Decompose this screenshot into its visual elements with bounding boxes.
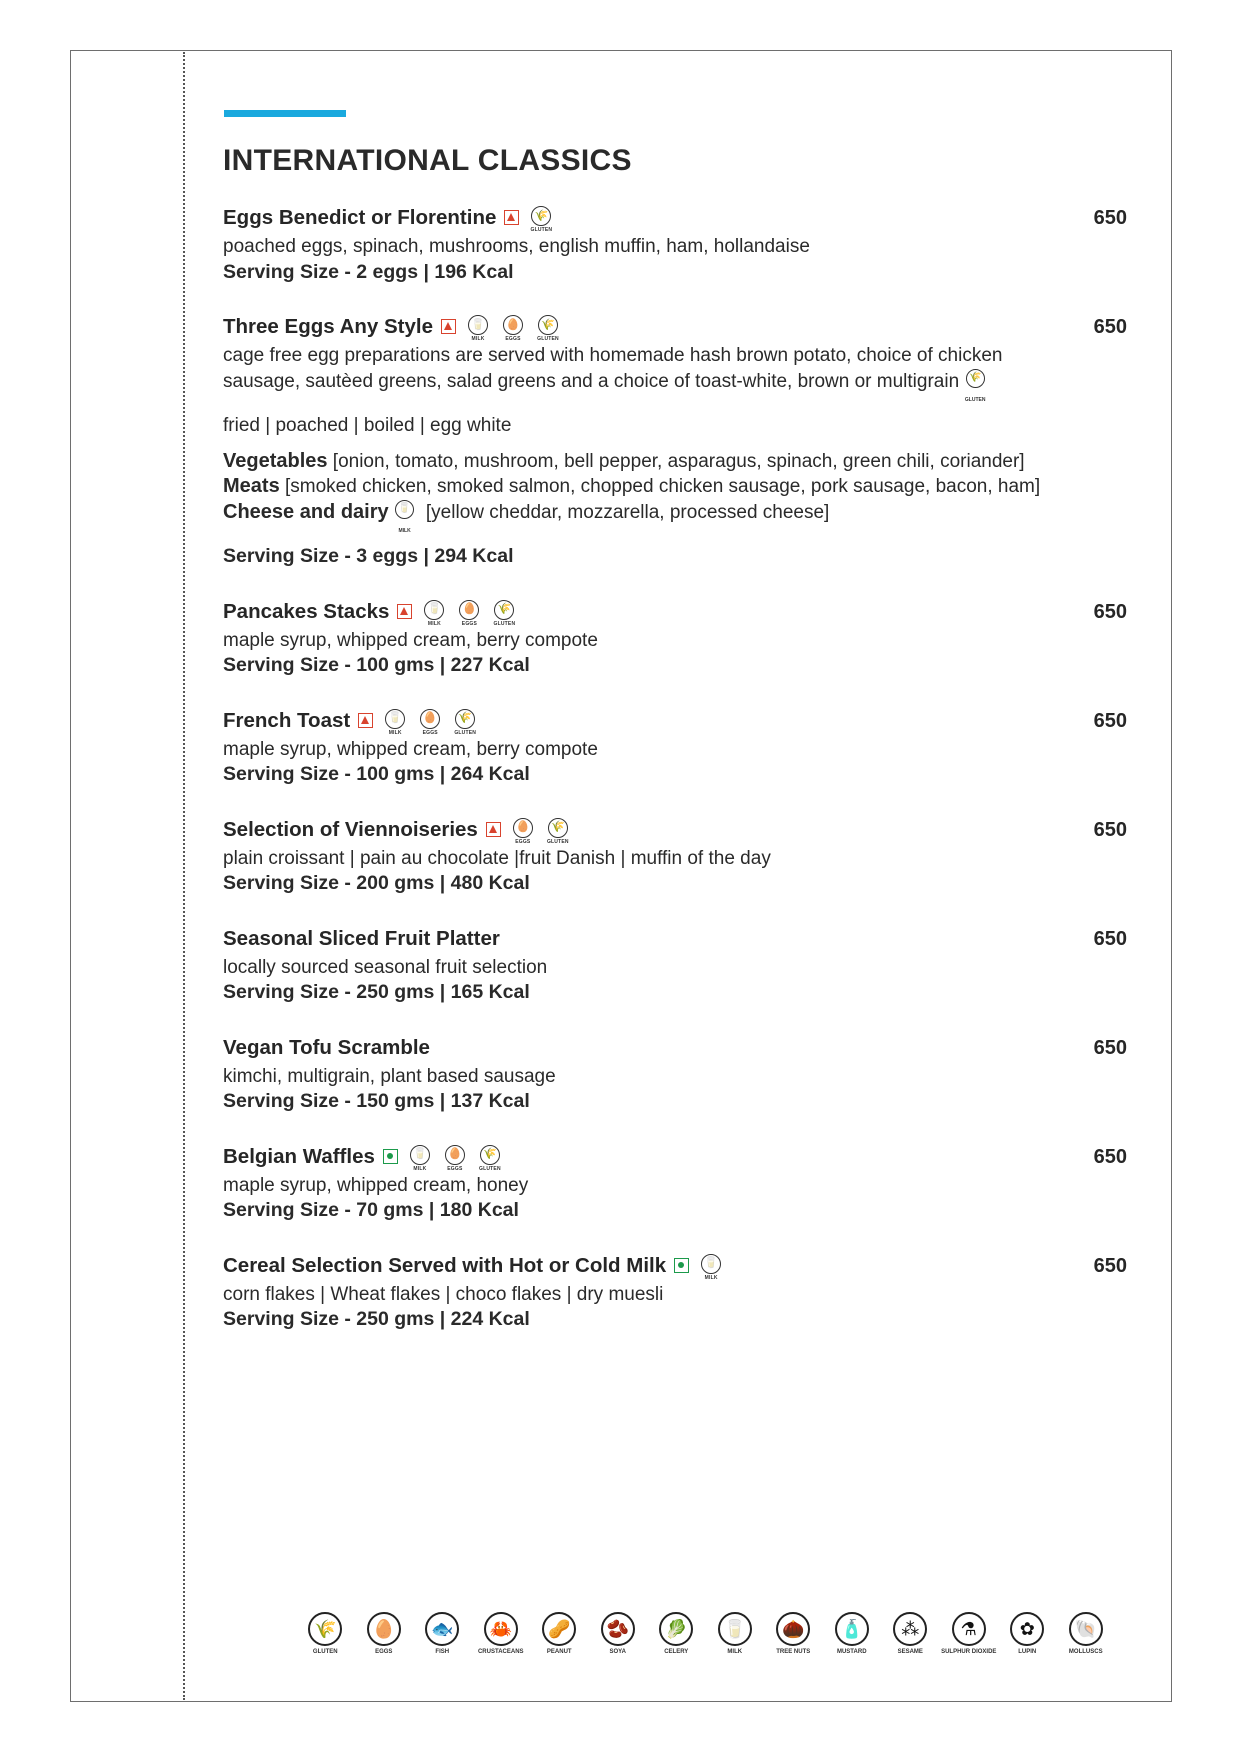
menu-item	[223, 926, 1127, 1006]
allergen-label: MILK	[413, 1165, 427, 1172]
serving-size: Serving Size - 150 gms | 137 Kcal	[223, 1090, 530, 1112]
item-header	[223, 708, 1127, 737]
eggs-allergen	[355, 1612, 414, 1655]
menu-item	[223, 315, 1127, 439]
menu-item	[223, 449, 1123, 570]
serving-size: Serving Size - 70 gms | 180 Kcal	[223, 1199, 519, 1221]
section-title: INTERNATIONAL CLASSICS	[223, 144, 632, 177]
gluten-allergen	[477, 1145, 503, 1172]
allergen-label: MILK	[471, 336, 485, 342]
lupin-icon: ✿	[1010, 1612, 1044, 1646]
allergen-label: MILK	[388, 729, 402, 736]
soya-icon: 🫘	[601, 1612, 635, 1646]
milk-allergen	[698, 1254, 724, 1281]
item-name: Pancakes Stacks	[223, 599, 390, 623]
allergen-label: EGGS	[375, 1649, 393, 1655]
allergen-label: GLUTEN	[964, 396, 986, 403]
allergen-label: GLUTEN	[493, 620, 516, 627]
gluten-icon: 🌾	[538, 315, 558, 335]
allergen-label: MOLLUSCS	[1068, 1649, 1103, 1655]
item-description: poached eggs, spinach, mushrooms, english muffin, ham, hollandaise	[223, 236, 810, 257]
serving-size: Serving Size - 250 gms | 224 Kcal	[223, 1308, 530, 1330]
non-veg-marker-icon	[504, 210, 519, 225]
item-description: locally sourced seasonal fruit selection	[223, 956, 548, 978]
allergen-label: SULPHUR DIOXIDE	[941, 1649, 997, 1655]
item-name: Eggs Benedict or Florentine	[223, 206, 497, 229]
non-veg-marker-icon	[441, 319, 456, 334]
gluten-icon: 🌾	[480, 1145, 500, 1165]
soya-allergen	[589, 1612, 648, 1655]
menu-items	[223, 206, 1127, 1363]
item-price: 650	[1093, 1036, 1127, 1059]
item-option-line	[223, 474, 1123, 500]
fish-icon: 🐟	[425, 1612, 459, 1646]
veg-marker-icon	[674, 1258, 689, 1273]
eggs-allergen	[510, 818, 536, 845]
item-price: 650	[1093, 1254, 1127, 1277]
item-price: 650	[1093, 207, 1127, 229]
gluten-allergen	[491, 600, 517, 627]
milk-allergen	[382, 709, 408, 736]
milk-allergen	[421, 600, 447, 627]
allergen-label: GLUTEN	[479, 1165, 501, 1172]
menu-item	[223, 1144, 1127, 1224]
item-name: Belgian Waffles	[223, 1144, 375, 1168]
milk-icon: 🥛	[395, 500, 414, 519]
gluten-allergen	[296, 1612, 355, 1655]
non-veg-marker-icon	[358, 713, 373, 728]
sulphur-dioxide-allergen	[940, 1612, 999, 1655]
gluten-icon: 🌾	[455, 709, 475, 729]
sesame-icon: ⁂	[893, 1612, 927, 1646]
eggs-icon: 🥚	[513, 818, 533, 838]
allergen-label: MILK	[704, 1274, 718, 1281]
menu-item	[223, 1035, 1127, 1115]
item-header	[223, 926, 1127, 955]
item-header	[223, 1253, 1127, 1282]
item-header	[223, 817, 1127, 846]
gluten-allergen	[452, 709, 478, 736]
item-name: French Toast	[223, 708, 351, 732]
milk-icon: 🥛	[385, 709, 405, 729]
item-description: fried | poached | boiled | egg white	[223, 415, 512, 436]
item-description: maple syrup, whipped cream, berry compote	[223, 629, 598, 651]
allergen-label: EGGS	[422, 729, 438, 736]
milk-allergen	[465, 315, 491, 342]
serving-size: Serving Size - 2 eggs | 196 Kcal	[223, 260, 514, 283]
dotted-margin-line	[183, 52, 185, 1700]
serving-size: Serving Size - 250 gms | 165 Kcal	[223, 981, 530, 1003]
celery-allergen	[647, 1612, 706, 1655]
eggs-icon: 🥚	[367, 1612, 401, 1646]
gluten-icon: 🌾	[308, 1612, 342, 1646]
serving-size: Serving Size - 100 gms | 227 Kcal	[223, 654, 530, 676]
allergen-label: FISH	[435, 1649, 450, 1655]
allergen-label: MILK	[427, 620, 441, 627]
item-header	[223, 206, 1127, 234]
veg-marker-icon	[383, 1149, 398, 1164]
eggs-icon: 🥚	[503, 315, 523, 335]
tree-nuts-icon: 🌰	[776, 1612, 810, 1646]
milk-allergen	[706, 1612, 765, 1655]
milk-icon: 🥛	[424, 600, 444, 620]
option-text: [onion, tomato, mushroom, bell pepper, asparagus, spinach, green chili, coriander]	[327, 450, 1025, 472]
item-price: 650	[1093, 709, 1127, 732]
item-description: maple syrup, whipped cream, berry compote	[223, 738, 598, 760]
item-name: Cereal Selection Served with Hot or Cold Milk	[223, 1253, 667, 1277]
item-price: 650	[1093, 818, 1127, 841]
peanut-allergen	[530, 1612, 589, 1655]
allergen-label: TREE NUTS	[776, 1649, 811, 1655]
milk-allergen	[407, 1145, 433, 1172]
option-label: Cheese and dairy	[223, 500, 389, 523]
allergen-label: SOYA	[609, 1649, 626, 1655]
menu-item	[223, 1253, 1127, 1333]
non-veg-marker-icon	[486, 822, 501, 837]
milk-icon: 🥛	[718, 1612, 752, 1646]
serving-size: Serving Size - 200 gms | 480 Kcal	[223, 872, 530, 894]
allergen-label: GLUTEN	[454, 729, 477, 736]
item-description: plain croissant | pain au chocolate |fruit Danish | muffin of the day	[223, 847, 771, 869]
eggs-icon: 🥚	[445, 1145, 465, 1165]
eggs-icon: 🥚	[420, 709, 440, 729]
milk-allergen	[393, 500, 417, 545]
option-label: Vegetables	[223, 449, 328, 472]
milk-icon: 🥛	[410, 1145, 430, 1165]
item-name: Three Eggs Any Style	[223, 315, 433, 338]
allergen-label: MILK	[398, 527, 411, 534]
item-option-line	[223, 500, 1123, 545]
item-option-line	[223, 449, 1123, 475]
allergen-label: MUSTARD	[836, 1649, 867, 1655]
eggs-allergen	[442, 1145, 468, 1172]
lupin-allergen	[998, 1612, 1057, 1655]
gluten-allergen	[528, 206, 554, 233]
sulphur-dioxide-icon: ⚗	[952, 1612, 986, 1646]
allergen-label: GLUTEN	[312, 1649, 338, 1655]
gluten-icon: 🌾	[966, 369, 985, 388]
milk-icon: 🥛	[701, 1254, 721, 1274]
item-name: Vegan Tofu Scramble	[223, 1035, 430, 1059]
item-price: 650	[1093, 927, 1127, 950]
tree-nuts-allergen	[764, 1612, 823, 1655]
gluten-icon: 🌾	[494, 600, 514, 620]
allergen-label: EGGS	[461, 620, 478, 627]
mustard-allergen	[823, 1612, 882, 1655]
eggs-icon: 🥚	[459, 600, 479, 620]
serving-size: Serving Size - 100 gms | 264 Kcal	[223, 763, 530, 785]
item-description: sausage, sautèed greens, salad greens and a choice of toast-white, brown or multigrain 🌾 GLUTEN	[223, 369, 1123, 414]
gluten-icon: 🌾	[548, 818, 568, 838]
allergen-label: EGGS	[447, 1165, 463, 1172]
non-veg-marker-icon	[397, 604, 412, 619]
item-description: kimchi, multigrain, plant based sausage	[223, 1065, 556, 1087]
allergen-label: EGGS	[515, 838, 531, 845]
crustaceans-allergen	[472, 1612, 531, 1655]
menu-item	[223, 708, 1127, 788]
crustaceans-icon: 🦀	[484, 1612, 518, 1646]
molluscs-icon: 🐚	[1069, 1612, 1103, 1646]
serving-size: Serving Size - 3 eggs | 294 Kcal	[223, 545, 514, 567]
item-header	[223, 315, 1127, 343]
milk-icon: 🥛	[468, 315, 488, 335]
option-text: [smoked chicken, smoked salmon, chopped chicken sausage, pork sausage, bacon, ham]	[279, 476, 1041, 497]
allergen-legend	[296, 1612, 1115, 1655]
option-label: Meats	[223, 475, 280, 497]
gluten-allergen	[963, 369, 987, 414]
item-header	[223, 1035, 1127, 1064]
item-price: 650	[1093, 600, 1127, 623]
eggs-allergen	[456, 600, 482, 627]
allergen-label: PEANUT	[546, 1649, 572, 1655]
gluten-allergen	[545, 818, 571, 845]
gluten-icon: 🌾	[531, 206, 551, 226]
mustard-icon: 🧴	[835, 1612, 869, 1646]
allergen-label: GLUTEN	[530, 227, 553, 233]
fish-allergen	[413, 1612, 472, 1655]
item-description: cage free egg preparations are served with homemade hash brown potato, choice of chicken	[223, 345, 1003, 366]
item-header	[223, 1144, 1127, 1173]
sesame-allergen	[881, 1612, 940, 1655]
allergen-label: MILK	[727, 1649, 743, 1655]
option-text: [yellow cheddar, mozzarella, processed cheese]	[420, 501, 830, 523]
item-name: Seasonal Sliced Fruit Platter	[223, 926, 500, 950]
item-description: maple syrup, whipped cream, honey	[223, 1174, 529, 1196]
allergen-label: GLUTEN	[546, 838, 569, 845]
allergen-label: SESAME	[897, 1649, 923, 1655]
celery-icon: 🥬	[659, 1612, 693, 1646]
allergen-label: CRUSTACEANS	[477, 1649, 524, 1655]
item-description: corn flakes | Wheat flakes | choco flakes | dry muesli	[223, 1283, 664, 1305]
eggs-allergen	[500, 315, 526, 342]
section-accent-bar	[224, 110, 346, 117]
item-name: Selection of Viennoiseries	[223, 817, 478, 841]
item-price: 650	[1093, 1145, 1127, 1168]
item-header	[223, 599, 1127, 628]
item-price: 650	[1093, 316, 1127, 338]
allergen-label: CELERY	[664, 1649, 689, 1655]
peanut-icon: 🥜	[542, 1612, 576, 1646]
menu-item	[223, 206, 1127, 285]
allergen-label: EGGS	[505, 336, 521, 342]
gluten-allergen	[535, 315, 561, 342]
menu-item	[223, 817, 1127, 897]
allergen-label: LUPIN	[1018, 1649, 1037, 1655]
menu-item	[223, 599, 1127, 679]
eggs-allergen	[417, 709, 443, 736]
molluscs-allergen	[1057, 1612, 1116, 1655]
allergen-label: GLUTEN	[537, 336, 559, 342]
